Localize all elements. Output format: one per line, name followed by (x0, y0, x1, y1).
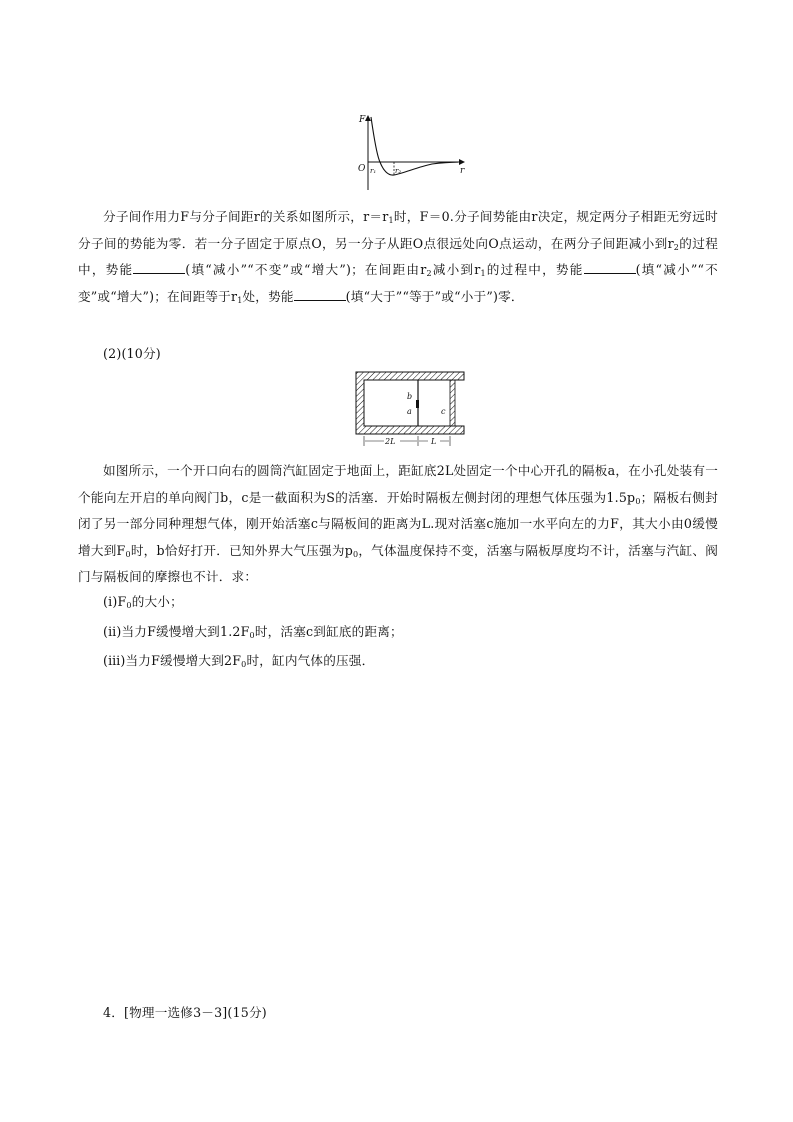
force-distance-graph (352, 112, 472, 192)
label-c: c (441, 407, 446, 416)
valve-b (416, 400, 419, 408)
label-L: L (431, 437, 437, 446)
question-2-text: 如图所示，一个开口向右的圆筒汽缸固定于地面上，距缸底2L处固定一个中心开孔的隔板a，在小孔处装有一个能向左开启的单向阀门b，c是一截面积为S的活塞．开始时隔板左侧封闭的理想气体压强为$1.5p_0$；隔板右侧封闭了另一部分同种理想气体，刚开始活塞c与隔板间的距离为L.现对活塞c施加一水平向左的力F，其大小由0缓慢增大到$F_0$时，b恰好打开．已知外界大气压强为$p_0$，气体温度保持不变，活塞与隔板厚度均不计，活塞与汽缸、阀门与隔板间的摩擦也不计．求： (78, 463, 718, 584)
label-F: F (359, 115, 366, 125)
label-2L: 2L (385, 437, 396, 446)
question-4-header: 4．[物理一选修3－3](15分) (103, 1005, 267, 1020)
piston-c (450, 380, 455, 426)
question-1-text: 分子间作用力F与分子间距r的关系如图所示，$r=r_1$时，F＝0.分子间势能由r决定，规定两分子相距无穷远时分子间的势能为零．若一分子固定于原点O，另一分子从距O点很远处向O点运动，在两分子间距减小到$r_2$的过程中，势能 (填“减小”“不变”或“增大”)；在间距由$r_2$减小到$r_1$的过程中，势能 (填“减小”“不变”或“增大”)；在间距等于$r_1$处，势能 (填“大于”“等于”或“小于”)零． (78, 209, 718, 305)
label-r1: r₁ (370, 167, 377, 175)
force-curve (371, 117, 458, 175)
cylinder-wall (356, 372, 464, 434)
part-2-header: (2)(10分) (103, 346, 161, 361)
answer-blank-3[interactable] (294, 288, 346, 301)
sub-question-1: $(ⅰ)F_0$的大小； (103, 594, 183, 610)
label-a: a (407, 407, 412, 416)
answer-blank-1[interactable] (133, 261, 185, 274)
label-b: b (407, 392, 413, 401)
label-O: O (358, 164, 366, 174)
sub-question-3: (ⅲ)当力F缓慢增大到$2F_0$时，缸内气体的压强． (103, 653, 375, 669)
answer-blank-2[interactable] (584, 261, 636, 274)
sub-question-2: (ⅱ)当力F缓慢增大到$1.2F_0$时，活塞c到缸底的距离； (103, 624, 403, 640)
label-r: r (460, 166, 465, 176)
label-r2: r₂ (395, 167, 402, 175)
cylinder-diagram (354, 370, 466, 450)
